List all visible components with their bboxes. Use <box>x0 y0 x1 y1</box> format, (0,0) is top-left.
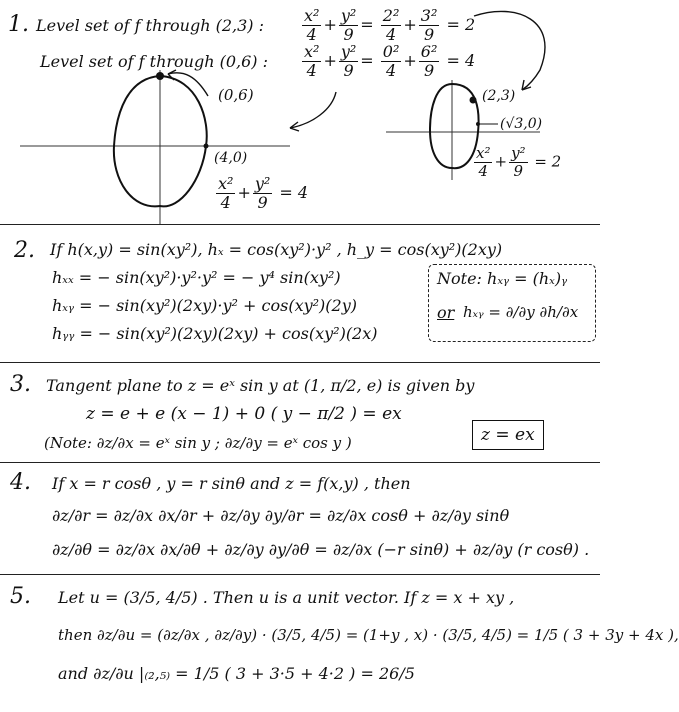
big-point-top-label: (0,6) <box>218 86 254 104</box>
level-set-line-1-text: Level set of f through (2,3) : <box>36 16 265 35</box>
directional-derivative-at-point: and ∂z/∂u |₍₂,₅₎ = 1/5 ( 3 + 3·5 + 4·2 ) = 26/5 <box>58 664 415 683</box>
problem-number-4: 4. <box>10 470 31 495</box>
hyy-line: hᵧᵧ = − sin(xy²)(2xy)(2xy) + cos(xy²)(2x) <box>52 324 378 343</box>
big-point-top <box>156 72 164 80</box>
dz-dtheta-line: ∂z/∂θ = ∂z/∂x ∂x/∂θ + ∂z/∂y ∂y/∂θ = ∂z/∂x (−r sinθ) + ∂z/∂y (r cosθ) . <box>52 540 590 559</box>
divider-4 <box>0 574 600 575</box>
small-point-top <box>470 97 477 104</box>
divider-3 <box>0 462 600 463</box>
hxx-line: hₓₓ = − sin(xy²)·y²·y² = − y⁴ sin(xy²) <box>52 268 341 287</box>
note-or: or <box>437 303 455 322</box>
tangent-plane-equation: z = e + e (x − 1) + 0 ( y − π/2 ) = ex <box>86 404 402 424</box>
tangent-plane-statement: Tangent plane to z = eˣ sin y at (1, π/2, e) is given by <box>46 376 475 395</box>
divider-2 <box>0 362 600 363</box>
directional-derivative-statement: Let u = (3/5, 4/5) . Then u is a unit vector. If z = x + xy , <box>58 588 515 607</box>
note-box-mixed-partials <box>428 264 596 342</box>
problem-number-5: 5. <box>10 584 31 609</box>
problem-number-2: 2. <box>14 238 35 263</box>
tangent-plane-note: (Note: ∂z/∂x = eˣ sin y ; ∂z/∂y = eˣ cos y ) <box>44 434 352 452</box>
level-set-eq-2-rhs: = 4 <box>446 51 476 70</box>
chain-rule-statement: If x = r cosθ , y = r sinθ and z = f(x,y) , then <box>52 474 411 493</box>
small-ellipse-equation-rhs: = 2 <box>534 152 562 171</box>
boxed-answer-3: z = ex <box>472 420 544 450</box>
divider-1 <box>0 224 600 225</box>
big-point-right <box>204 144 209 149</box>
level-set-eq-1: $\frac{\text{x²}}{4}$ + $\frac{\text{y²}}{9}$ = $\frac{\text{2²}}{4}$ + $\frac{\text{3²}}{9}$ = 2 <box>304 6 476 44</box>
big-ellipse-equation: $\frac{\text{x²}}{4}$ + $\frac{\text{y²}}{9}$ = 4 <box>218 174 309 212</box>
big-arrow <box>168 73 208 96</box>
small-point-top-label: (2,3) <box>482 88 516 104</box>
small-ellipse-equation: $\frac{\text{x²}}{4}$ + $\frac{\text{y²}}{9}$ = 2 <box>476 144 562 180</box>
small-point-right <box>476 122 480 126</box>
level-set-eq-2: $\frac{\text{x²}}{4}$ + $\frac{\text{y²}}{9}$ = $\frac{\text{0²}}{4}$ + $\frac{\text{6²}}{9}$ = 4 <box>304 42 476 80</box>
small-point-right-label: (√3,0) <box>500 116 543 132</box>
dz-dr-line: ∂z/∂r = ∂z/∂x ∂x/∂r + ∂z/∂y ∂y/∂r = ∂z/∂x cosθ + ∂z/∂y sinθ <box>52 506 510 525</box>
big-ellipse-equation-rhs: = 4 <box>279 183 309 202</box>
level-set-line-2-text: Level set of f through (0,6) : <box>40 52 269 71</box>
directional-derivative-general: then ∂z/∂u = (∂z/∂x , ∂z/∂y) · (3/5, 4/5) = (1+y , x) · (3/5, 4/5) = 1/5 ( 3 + 3y + 4x ), <box>58 626 679 644</box>
level-set-eq-1-rhs: = 2 <box>446 15 476 34</box>
note-line-1: Note: hₓᵧ = (hₓ)ᵧ <box>437 269 568 288</box>
problem-number-3: 3. <box>10 372 31 397</box>
hxy-line: hₓᵧ = − sin(xy²)(2xy)·y² + cos(xy²)(2y) <box>52 296 357 315</box>
arrow-to-small-ellipse <box>474 11 545 90</box>
h-definition-line: If h(x,y) = sin(xy²), hₓ = cos(xy²)·y² , h_y = cos(xy²)(2xy) <box>50 240 503 259</box>
note-line-2: hₓᵧ = ∂/∂y ∂h/∂x <box>463 303 579 321</box>
problem-number-1: 1. <box>8 12 29 37</box>
big-point-right-label: (4,0) <box>214 150 248 166</box>
